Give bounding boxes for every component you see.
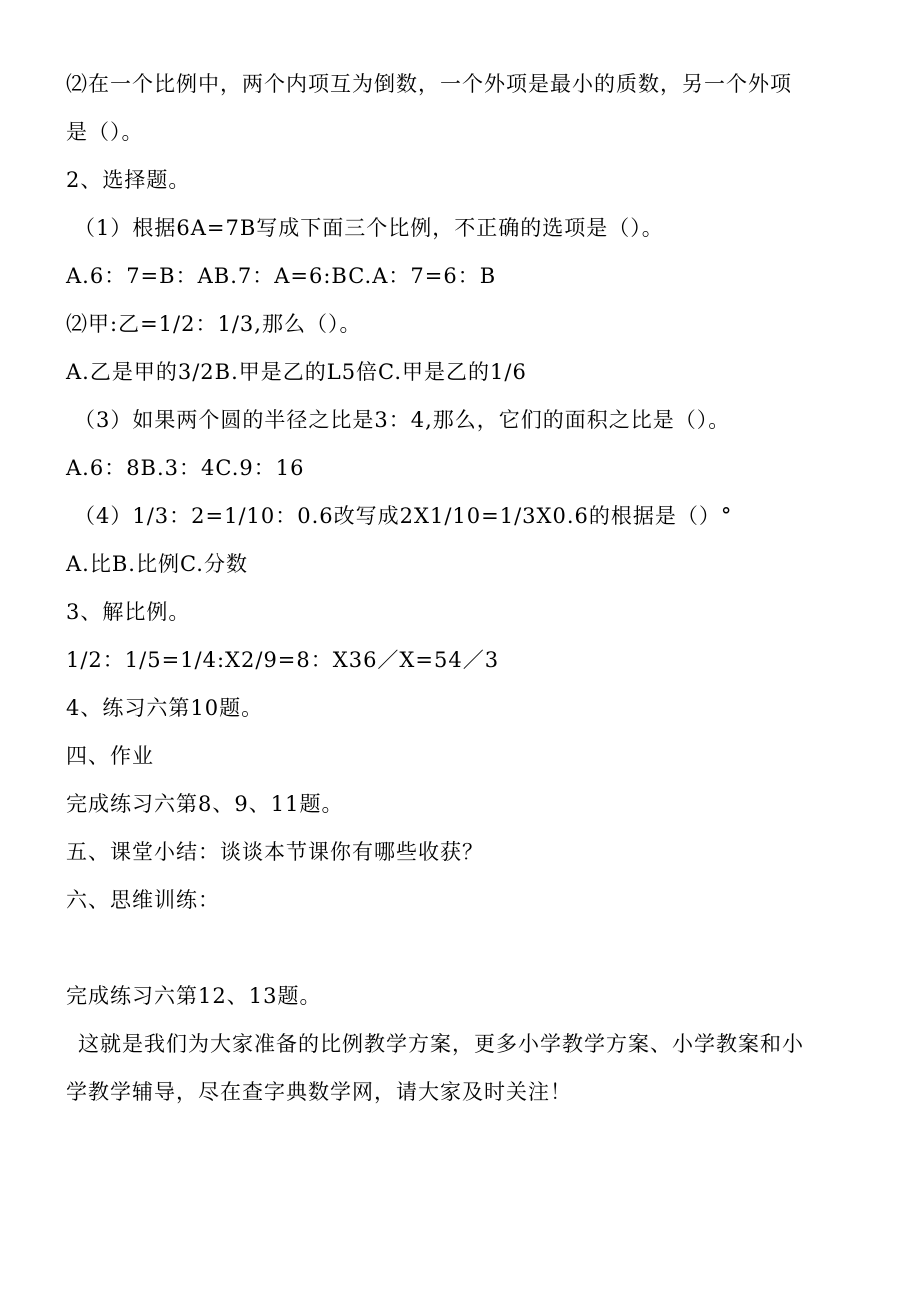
text-line-solve-equations: 1/2：1/5=1/4:X2/9=8：X36／X=54／3 <box>66 648 500 672</box>
section-heading-exercise: 4、练习六第10题。 <box>66 696 264 720</box>
text-line-choice-1: （1）根据6A=7B写成下面三个比例，不正确的选项是（）。 <box>74 216 664 240</box>
text-line-choice-3-options: A.6：8B.3：4C.9：16 <box>66 456 305 480</box>
section-heading-summary: 五、课堂小结：谈谈本节课你有哪些收获？ <box>66 840 484 864</box>
text-line-closing-cont: 学教学辅导，尽在查字典数学网，请大家及时关注！ <box>66 1080 572 1104</box>
text-line-choice-4: （4）1/3：2=1/10：0.6改写成2X1/10=1/3X0.6的根据是（）° <box>74 504 733 528</box>
section-heading-thinking: 六、思维训练： <box>66 888 220 912</box>
text-line-choice-1-options: A.6：7=B：AB.7：A=6:BC.A：7=6：B <box>66 264 497 288</box>
text-line-choice-2: ⑵甲:乙=1/2：1/3,那么（）。 <box>66 312 362 336</box>
text-line-question-2-cont: 是（）。 <box>66 120 144 144</box>
section-heading-choice: 2、选择题。 <box>66 168 191 192</box>
text-line-homework: 完成练习六第8、9、11题。 <box>66 792 344 816</box>
text-line-closing: 这就是我们为大家准备的比例教学方案，更多小学教学方案、小学教案和小 <box>78 1032 804 1056</box>
text-line-thinking: 完成练习六第12、13题。 <box>66 984 322 1008</box>
text-line-choice-2-options: A.乙是甲的3/2B.甲是乙的L5倍C.甲是乙的1/6 <box>66 360 527 384</box>
text-line-choice-4-options: A.比B.比例C.分数 <box>66 552 248 576</box>
text-line-choice-3: （3）如果两个圆的半径之比是3：4,那么，它们的面积之比是（）。 <box>74 408 731 432</box>
text-line-question-2: ⑵在一个比例中，两个内项互为倒数，一个外项是最小的质数，另一个外项 <box>66 72 792 96</box>
section-heading-solve: 3、解比例。 <box>66 600 191 624</box>
section-heading-homework: 四、作业 <box>66 744 154 768</box>
